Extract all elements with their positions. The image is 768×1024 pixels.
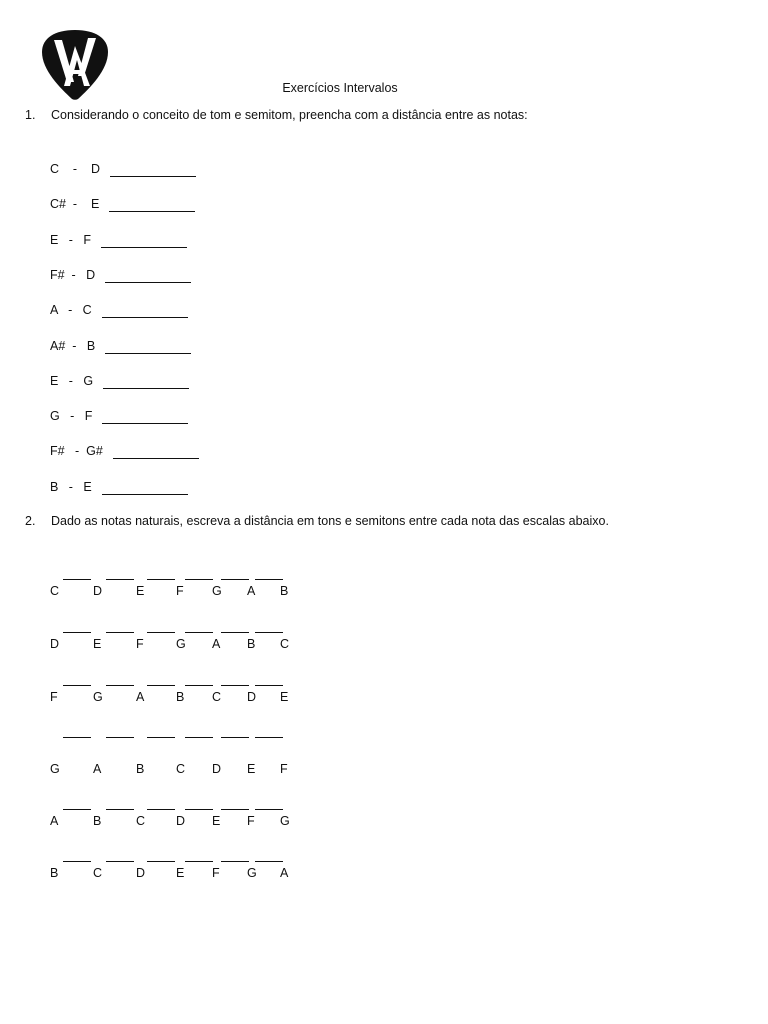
scale-note: F xyxy=(247,814,255,828)
scale-note: D xyxy=(136,866,146,880)
interval-blank[interactable] xyxy=(255,861,283,862)
interval-pair-label: F# - G# xyxy=(50,444,103,459)
answer-blank[interactable] xyxy=(102,307,188,318)
interval-blank[interactable] xyxy=(221,809,249,810)
interval-blank[interactable] xyxy=(106,632,134,633)
scale-note: G xyxy=(247,866,257,880)
interval-blank[interactable] xyxy=(185,861,213,862)
interval-blank[interactable] xyxy=(63,579,91,580)
question-1 xyxy=(25,108,528,123)
interval-pair-label: G - F xyxy=(50,409,93,424)
interval-blank[interactable] xyxy=(147,579,175,580)
interval-blank[interactable] xyxy=(255,632,283,633)
interval-blank[interactable] xyxy=(106,809,134,810)
interval-blank[interactable] xyxy=(221,579,249,580)
interval-blank[interactable] xyxy=(147,809,175,810)
interval-blank[interactable] xyxy=(255,737,283,738)
interval-pair-label: A - C xyxy=(50,303,92,318)
scale-note: C xyxy=(176,762,186,776)
answer-blank[interactable] xyxy=(102,413,188,424)
scale-note: D xyxy=(50,637,60,651)
interval-blank[interactable] xyxy=(185,579,213,580)
scale-note: F xyxy=(50,690,58,704)
scale-note: E xyxy=(176,866,185,880)
interval-pair-row xyxy=(50,339,191,354)
scale-note: F xyxy=(212,866,220,880)
scale-note: B xyxy=(176,690,185,704)
interval-pair-row xyxy=(50,374,189,389)
scale-note: F xyxy=(136,637,144,651)
interval-blank[interactable] xyxy=(147,685,175,686)
interval-blank[interactable] xyxy=(185,737,213,738)
question-2 xyxy=(25,514,609,529)
scale-note: A xyxy=(247,584,256,598)
interval-blank[interactable] xyxy=(106,861,134,862)
interval-pair-label: E - F xyxy=(50,232,91,247)
interval-blank[interactable] xyxy=(147,737,175,738)
answer-blank[interactable] xyxy=(103,378,189,389)
interval-blank[interactable] xyxy=(147,632,175,633)
interval-pair-row xyxy=(50,303,188,318)
answer-blank[interactable] xyxy=(105,343,191,354)
interval-blank[interactable] xyxy=(221,685,249,686)
scale-note: G xyxy=(176,637,186,651)
scale-note: E xyxy=(247,762,256,776)
scale-note: D xyxy=(212,762,222,776)
answer-blank[interactable] xyxy=(109,201,195,212)
interval-blank[interactable] xyxy=(255,579,283,580)
question-number: 2. xyxy=(25,514,36,528)
interval-blank[interactable] xyxy=(185,632,213,633)
interval-pair-row xyxy=(50,233,187,248)
interval-pair-label: C - D xyxy=(50,162,100,176)
page-title: Exercícios Intervalos xyxy=(282,81,398,95)
scale-note: B xyxy=(136,762,145,776)
answer-blank[interactable] xyxy=(110,166,196,177)
interval-blank[interactable] xyxy=(221,737,249,738)
interval-pair-label: A# - B xyxy=(50,338,96,353)
interval-pair-row xyxy=(50,444,199,459)
interval-pair-row xyxy=(50,268,191,283)
scale-note: F xyxy=(280,762,288,776)
scale-note: G xyxy=(280,814,290,828)
interval-blank[interactable] xyxy=(221,861,249,862)
scale-note: E xyxy=(280,690,289,704)
interval-blank[interactable] xyxy=(106,579,134,580)
scale-note: C xyxy=(136,814,146,828)
scale-note: E xyxy=(212,814,221,828)
interval-blank[interactable] xyxy=(63,685,91,686)
answer-blank[interactable] xyxy=(101,237,187,248)
interval-pair-label: E - G xyxy=(50,373,94,388)
interval-blank[interactable] xyxy=(255,685,283,686)
interval-pair-label: C# - E xyxy=(50,197,100,212)
answer-blank[interactable] xyxy=(105,272,191,283)
question-text: Dado as notas naturais, escreva a distância em tons e semitons entre cada nota das escalas abaixo. xyxy=(51,514,609,528)
interval-pair-label: F# - D xyxy=(50,267,96,282)
interval-pair-row xyxy=(50,480,188,495)
scale-note: A xyxy=(136,690,145,704)
scale-note: F xyxy=(176,584,184,598)
interval-blank[interactable] xyxy=(63,737,91,738)
interval-blank[interactable] xyxy=(255,809,283,810)
interval-blank[interactable] xyxy=(147,861,175,862)
interval-blank[interactable] xyxy=(63,809,91,810)
scale-note: C xyxy=(50,584,60,598)
scale-note: G xyxy=(50,762,60,776)
answer-blank[interactable] xyxy=(102,484,188,495)
scale-note: B xyxy=(93,814,102,828)
scale-note: B xyxy=(50,866,59,880)
scale-note: C xyxy=(93,866,103,880)
interval-blank[interactable] xyxy=(221,632,249,633)
interval-blank[interactable] xyxy=(106,685,134,686)
interval-pair-label: B - E xyxy=(50,479,92,494)
scale-note: G xyxy=(212,584,222,598)
interval-pair-row xyxy=(50,409,188,424)
scale-note: A xyxy=(212,637,221,651)
interval-blank[interactable] xyxy=(63,632,91,633)
scale-note: A xyxy=(93,762,102,776)
scale-note: C xyxy=(212,690,222,704)
interval-blank[interactable] xyxy=(63,861,91,862)
interval-blank[interactable] xyxy=(106,737,134,738)
scale-note: B xyxy=(247,637,256,651)
scale-note: D xyxy=(247,690,257,704)
scale-note: D xyxy=(176,814,186,828)
scale-note: C xyxy=(280,637,290,651)
scale-note: E xyxy=(136,584,145,598)
answer-blank[interactable] xyxy=(113,448,199,459)
question-number: 1. xyxy=(25,108,36,122)
scale-note: A xyxy=(50,814,59,828)
scale-note: A xyxy=(280,866,289,880)
scale-note: B xyxy=(280,584,289,598)
interval-pair-row xyxy=(50,162,196,177)
interval-pair-row xyxy=(50,197,195,212)
scale-note: E xyxy=(93,637,102,651)
question-text: Considerando o conceito de tom e semitom, preencha com a distância entre as notas: xyxy=(51,108,528,122)
scale-note: G xyxy=(93,690,103,704)
interval-blank[interactable] xyxy=(185,685,213,686)
scale-note: D xyxy=(93,584,103,598)
interval-blank[interactable] xyxy=(185,809,213,810)
